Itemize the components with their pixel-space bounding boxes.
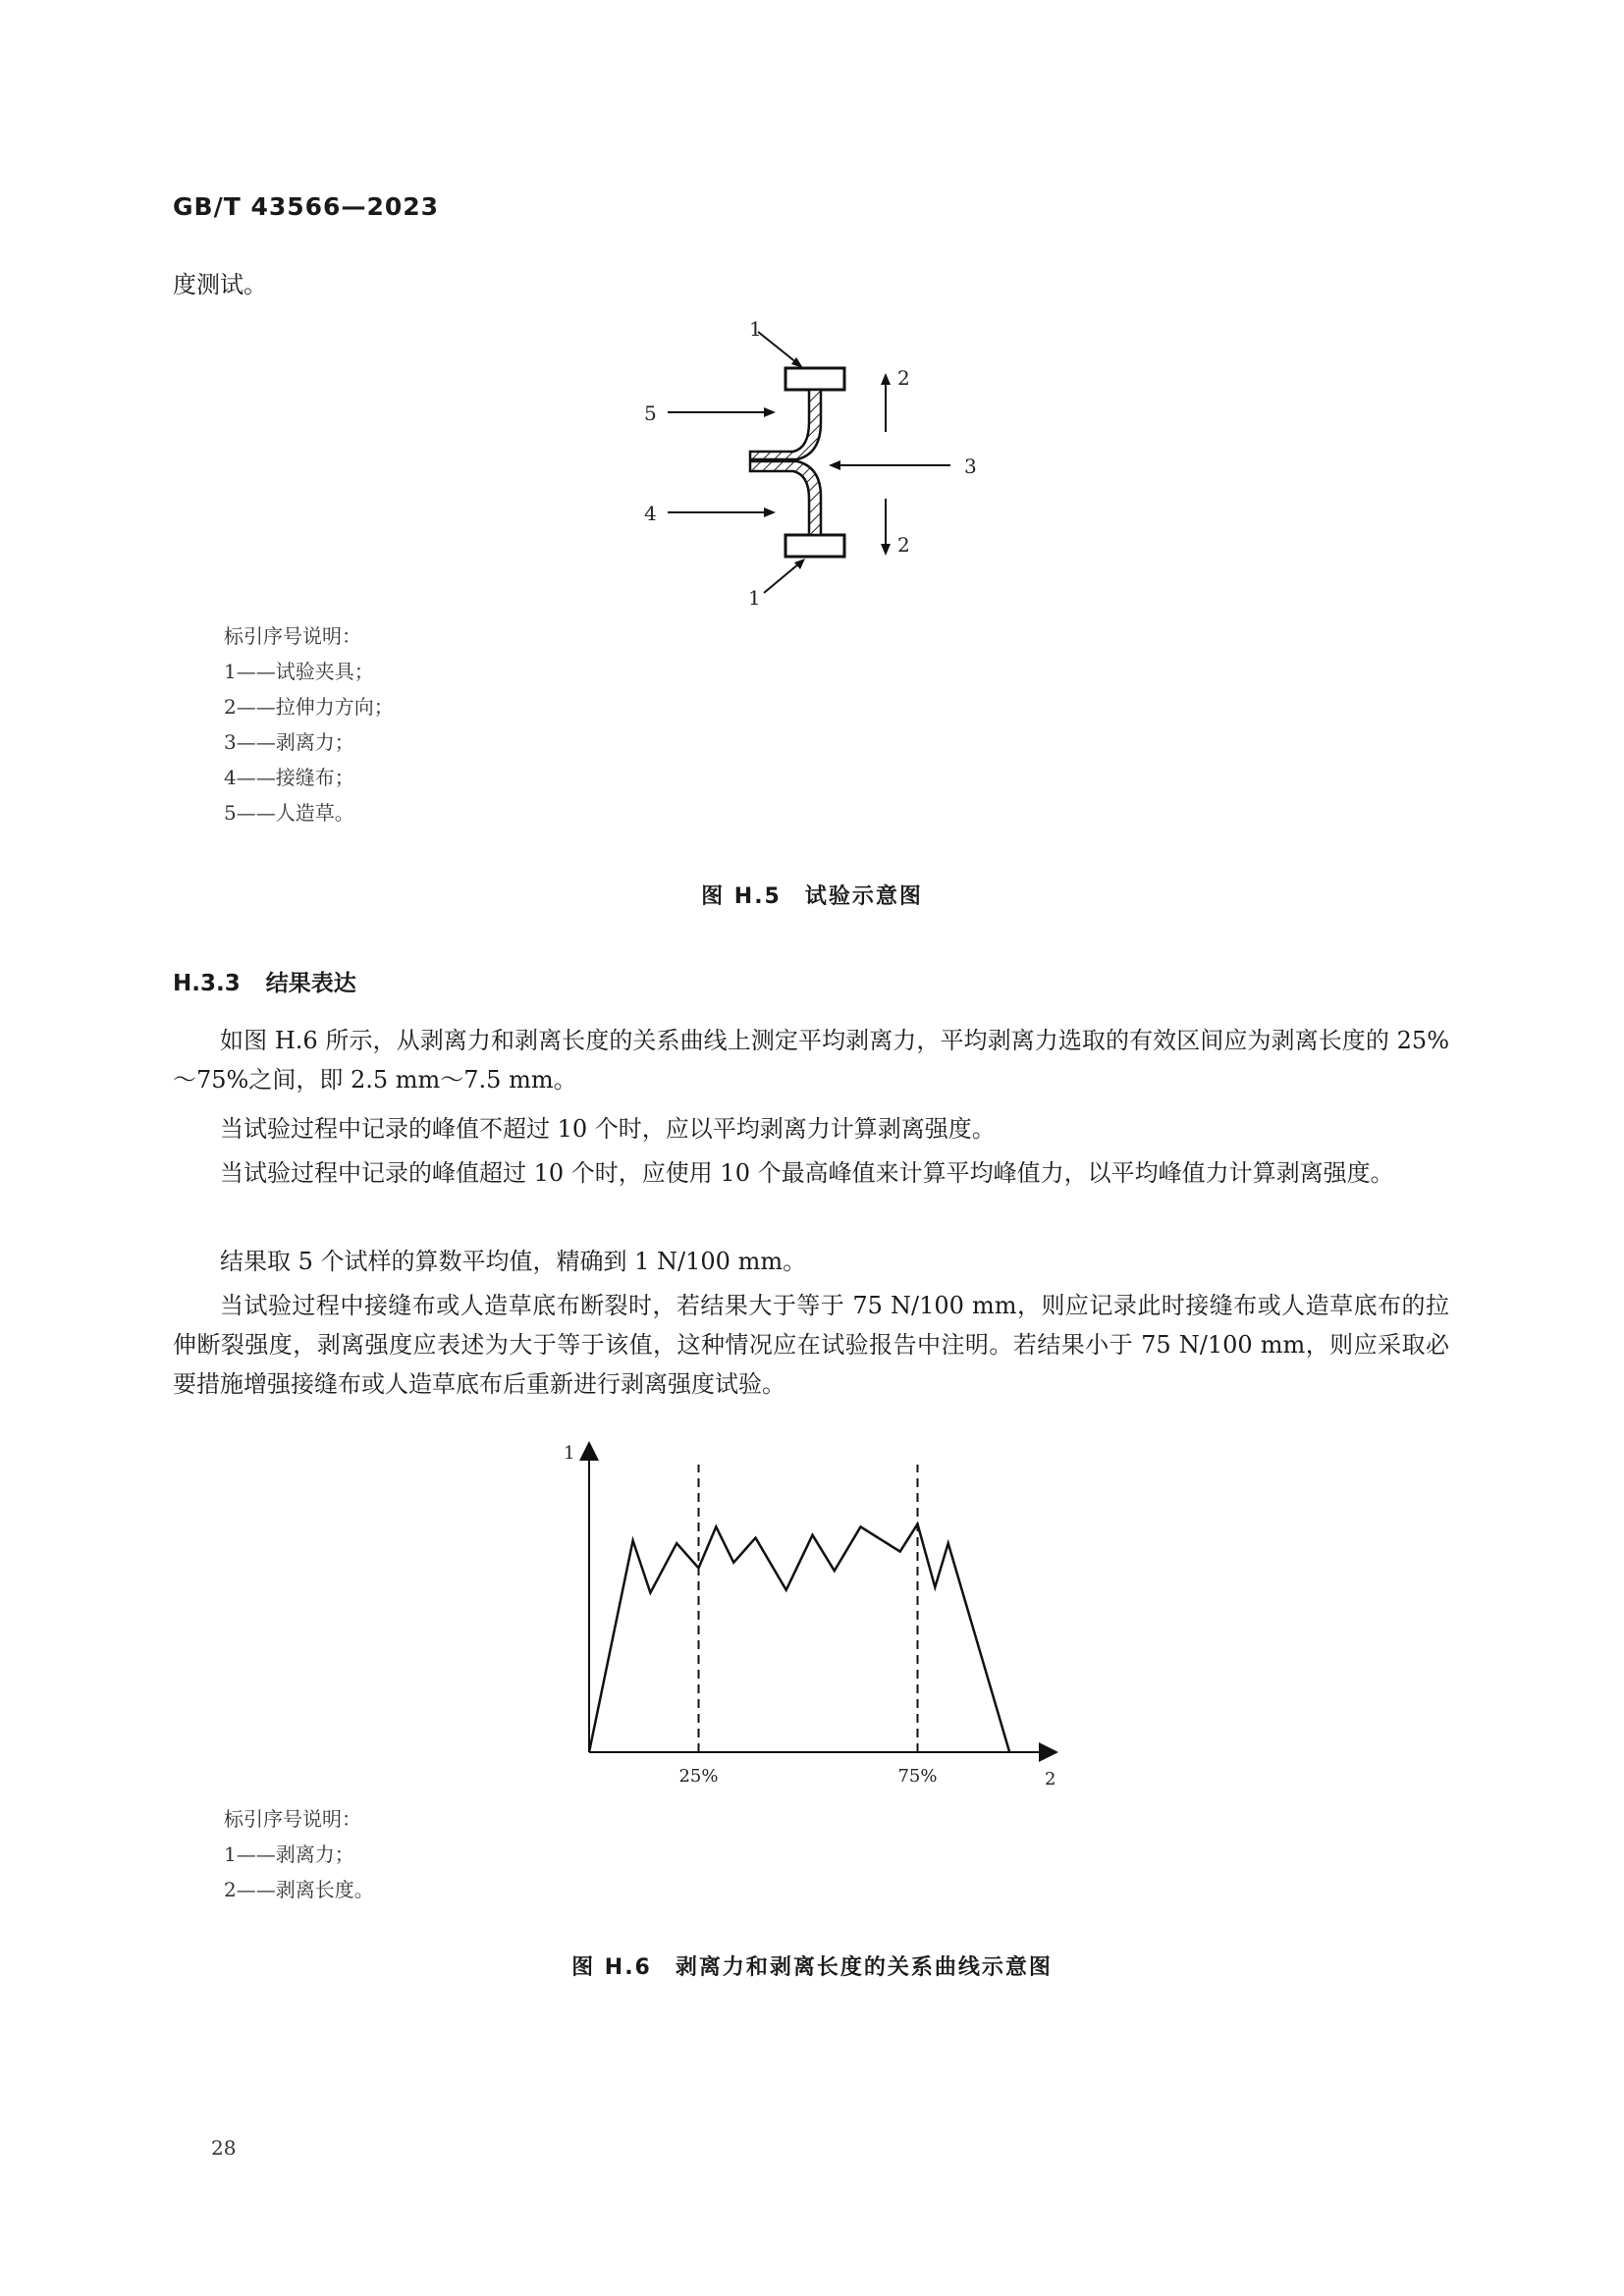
legend-item: 4——接缝布； — [224, 766, 354, 789]
callout-2-up: 2 — [897, 366, 910, 390]
paragraph-5: 当试验过程中接缝布或人造草底布断裂时，若结果大于等于 75 N/100 mm，则应记录此时接缝布或人造草底布的拉伸断裂强度，剥离强度应表述为大于等于该值，这种情况应在试验报告中注明。若结果小于 75 N/100 mm，则应采取必要措施增强接缝布或人造草底布后重新进行剥离强度试验。 — [173, 1292, 1449, 1398]
callout-3: 3 — [964, 454, 977, 478]
figure-h5-caption: 图 H.5 试验示意图 — [701, 884, 923, 909]
callout-1-top: 1 — [749, 317, 762, 341]
standard-number: GB/T 43566—2023 — [173, 192, 440, 221]
callout-5: 5 — [644, 401, 657, 425]
marker-label-25: 25% — [678, 1766, 719, 1787]
section-title: 结果表达 — [265, 971, 356, 996]
page-number: 28 — [211, 2136, 237, 2160]
section-number: H.3.3 — [173, 971, 241, 996]
paragraph-4: 结果取 5 个试样的算数平均值，精确到 1 N/100 mm。 — [220, 1248, 807, 1275]
figure-h5-legend — [224, 618, 394, 830]
callout-1-bottom: 1 — [748, 586, 761, 610]
paragraph-3: 当试验过程中记录的峰值超过 10 个时，应使用 10 个最高峰值来计算平均峰值力，以平均峰值力计算剥离强度。 — [220, 1159, 1394, 1187]
paragraph-1: 如图 H.6 所示，从剥离力和剥离长度的关系曲线上测定平均剥离力，平均剥离力选取的有效区间应为剥离长度的 25%～75%之间，即 2.5 mm～7.5 mm。 — [173, 1027, 1449, 1094]
bottom-grip — [785, 535, 844, 557]
peel-force-chart — [550, 1428, 1080, 1801]
legend-item: 1——试验夹具； — [224, 660, 374, 683]
section-heading — [173, 965, 356, 997]
peel-force-curve — [589, 1524, 1009, 1752]
artificial-turf-strip — [750, 390, 821, 459]
marker-label-75: 75% — [897, 1766, 938, 1787]
legend-item: 2——剥离长度。 — [224, 1878, 374, 1901]
top-grip — [785, 368, 844, 390]
legend-item: 5——人造草。 — [224, 801, 354, 825]
legend-item: 3——剥离力； — [224, 730, 354, 754]
callout-4: 4 — [644, 502, 657, 525]
x-axis-label: 2 — [1045, 1769, 1056, 1789]
legend-title: 标引序号说明： — [224, 1807, 361, 1831]
callout-2-down: 2 — [897, 533, 910, 557]
paragraph-2: 当试验过程中记录的峰值不超过 10 个时，应以平均剥离力计算剥离强度。 — [220, 1115, 996, 1143]
legend-item: 1——剥离力； — [224, 1842, 354, 1866]
figure-h6-caption: 图 H.6 剥离力和剥离长度的关系曲线示意图 — [571, 1955, 1053, 1980]
seam-tape-strip — [750, 461, 821, 535]
figure-h5-diagram — [609, 314, 1021, 618]
legend-title: 标引序号说明： — [224, 624, 361, 648]
y-axis-label: 1 — [564, 1443, 575, 1464]
intro-fragment: 度测试。 — [173, 271, 267, 298]
legend-item: 2——拉伸力方向； — [224, 695, 394, 719]
figure-h6-legend — [224, 1801, 374, 1907]
